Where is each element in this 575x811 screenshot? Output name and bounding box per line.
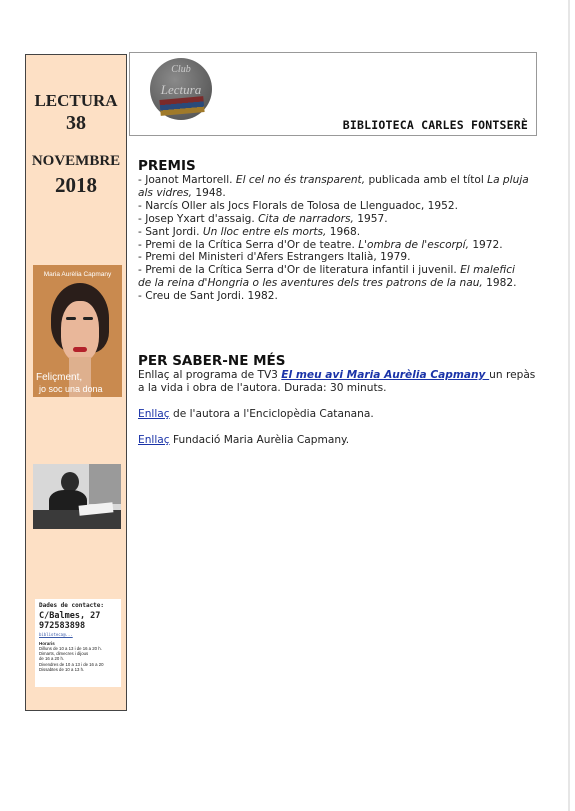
- foundation-paragraph: [138, 434, 538, 447]
- text: 1948.: [192, 186, 226, 199]
- tv3-program-link[interactable]: El meu avi Maria Aurèlia Capmany: [281, 369, 490, 382]
- award-line: [138, 213, 538, 226]
- sidebar: [25, 54, 127, 711]
- text: 1968.: [326, 225, 361, 238]
- text: de l'autora a l'Enciclopèdia Catanana.: [169, 407, 374, 420]
- month-label: NOVEMBRE: [31, 153, 121, 169]
- text: - Joanot Martorell.: [138, 174, 236, 186]
- contact-card: [35, 599, 121, 687]
- text: - Sant Jordi.: [138, 225, 203, 238]
- book-title-line2: jo soc una dona: [39, 384, 103, 394]
- portrait-lips: [73, 347, 87, 352]
- text: 1957.: [353, 212, 388, 225]
- award-line: - Premi del Ministeri d'Afers Estrangers Italià, 1979.: [138, 251, 411, 264]
- hours-line: Dissabtes de 10 a 13 h.: [39, 666, 85, 672]
- contact-email-link[interactable]: biblioteca@...: [39, 632, 73, 637]
- book-author: Maria Aurèlia Capmany: [43, 271, 112, 278]
- book-title: als vidres,: [138, 186, 193, 199]
- book-title: La pluja: [487, 174, 529, 186]
- text: publicada amb el títol: [365, 174, 488, 186]
- book-title: El malefici: [460, 264, 515, 277]
- club-lectura-logo: [150, 58, 212, 120]
- text: - Premi de la Crítica Serra d'Or de teatre.: [138, 238, 359, 251]
- header-banner: [129, 52, 537, 136]
- portrait-face: [61, 301, 99, 361]
- lectura-label: LECTURA: [34, 91, 118, 110]
- award-line: [138, 277, 538, 290]
- hours-line: Dilluns de 10 a 13 i de 16 a 20 h.: [39, 646, 102, 651]
- text: Enllaç al programa de TV3: [138, 369, 282, 382]
- award-line: - Creu de Sant Jordi. 1982.: [138, 290, 278, 303]
- spacer: [138, 421, 538, 434]
- award-line: [138, 174, 538, 187]
- award-line: - Narcís Oller als Jocs Florals de Tolosa de Llenguadoc, 1952.: [138, 199, 458, 212]
- premis-heading: PREMIS: [138, 158, 196, 174]
- photo-head: [61, 472, 79, 492]
- book-title: de la reina d'Hongria o les aventures dels tres patrons de la nau,: [138, 277, 483, 290]
- lectura-number: 38: [66, 112, 86, 134]
- library-name: BIBLIOTECA CARLES FONTSERÈ: [342, 118, 528, 132]
- hours-heading: Horaris: [39, 641, 55, 646]
- book-title: L'ombra de l'escorpí,: [358, 238, 469, 251]
- award-line: [138, 187, 538, 200]
- award-line: [138, 226, 538, 239]
- encyclopedia-paragraph: [138, 408, 538, 421]
- award-line: [138, 239, 538, 252]
- contact-address: C/Balmes, 27: [39, 611, 101, 621]
- award-line: [138, 264, 538, 277]
- book-title: El cel no és transparent,: [235, 174, 366, 186]
- hours-line: Divendres de 10 a 13 i de 16 a 20: [39, 661, 104, 667]
- saber-heading: PER SABER-NE MÉS: [138, 353, 286, 370]
- logo-text-bottom: Lectura: [160, 82, 202, 97]
- text: Fundació Maria Aurèlia Capmany.: [169, 433, 350, 446]
- main-content: [138, 158, 538, 447]
- encyclopedia-link[interactable]: Enllaç: [138, 407, 170, 420]
- photo-wall: [89, 464, 121, 504]
- spacer: [138, 395, 538, 408]
- text: - Premi de la Crítica Serra d'Or de literatura infantil i juvenil.: [138, 264, 461, 277]
- year-label: 2018: [55, 173, 97, 197]
- book-title: Un lloc entre els morts,: [202, 225, 327, 238]
- text: un repàs: [489, 369, 536, 382]
- text: - Josep Yxart d'assaig.: [138, 212, 259, 225]
- tv3-paragraph: [138, 369, 538, 382]
- portrait-eye: [83, 317, 93, 320]
- book-cover-image: [33, 265, 122, 397]
- photo-desk: [33, 510, 121, 529]
- author-photo: [33, 464, 121, 529]
- tv3-paragraph-cont: a la vida i obra de l'autora. Durada: 30 minuts.: [138, 381, 387, 394]
- logo-text-top: Club: [171, 64, 191, 75]
- book-title: Cita de narradors,: [258, 212, 354, 225]
- book-title-line1: Feliçment,: [36, 372, 83, 383]
- text: 1982.: [482, 277, 517, 290]
- portrait-eye: [66, 317, 76, 320]
- foundation-link[interactable]: Enllaç: [138, 433, 170, 446]
- page-edge: [568, 0, 570, 811]
- contact-phone: 972583898: [39, 621, 86, 631]
- books-icon: [159, 96, 204, 116]
- hours-line: Dimarts, dimecres i dijous: [39, 651, 89, 657]
- contact-heading: Dades de contacte:: [39, 602, 105, 609]
- hours-line: de 16 a 20 h.: [39, 656, 65, 662]
- text: 1972.: [468, 238, 503, 251]
